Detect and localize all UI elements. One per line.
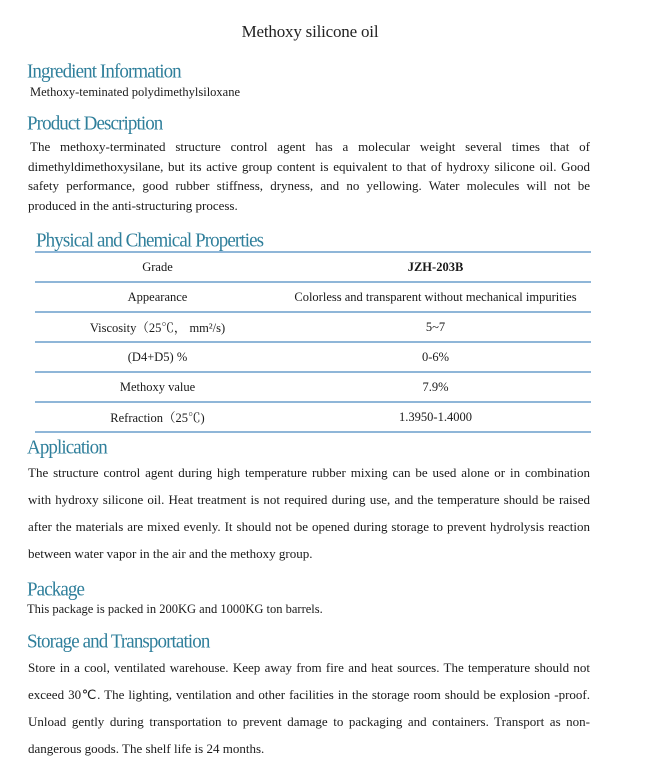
- table-row: [35, 342, 591, 372]
- property-value-d4d5: 0-6%: [280, 342, 591, 372]
- properties-heading: Physical and Chemical Properties: [36, 229, 264, 252]
- property-key-appearance: Appearance: [35, 282, 280, 312]
- ingredient-heading: Ingredient Information: [27, 60, 181, 83]
- package-heading: Package: [27, 578, 84, 601]
- property-value-methoxy: 7.9%: [280, 372, 591, 402]
- ingredient-text: Methoxy-teminated polydimethylsiloxane: [30, 85, 241, 99]
- property-value-appearance: Colorless and transparent without mechanical impurities: [280, 282, 591, 312]
- package-text: This package is packed in 200KG and 1000KG ton barrels.: [27, 602, 323, 616]
- document-title: Methoxy silicone oil: [241, 22, 379, 41]
- description-text: The methoxy-terminated structure control agent has a molecular weight several times that of dimethyldimethoxysilane, but its active group content is equivalent to that of hydroxy silicone oil. Good safety performance, good rubber stiffness, dryness, and no yellowing. Water molecules will not be produced in the anti-structuring process.: [28, 139, 590, 213]
- application-heading: Application: [27, 436, 107, 459]
- table-row: [35, 372, 591, 402]
- storage-heading: Storage and Transportation: [27, 630, 210, 653]
- table-row: [35, 252, 591, 282]
- property-key-viscosity: Viscosity（25℃， mm²/s): [35, 312, 280, 342]
- property-value-refraction: 1.3950-1.4000: [280, 402, 591, 432]
- properties-table: [35, 251, 591, 433]
- property-key-methoxy: Methoxy value: [35, 372, 280, 402]
- storage-text: Store in a cool, ventilated warehouse. Keep away from fire and heat sources. The temperature should not exceed 30℃. The lighting, ventilation and other facilities in the storage room should be explosion -proof. Unload gently during transportation to prevent damage to packaging and containers. Transport as non-dangerous goods. The shelf life is 24 months.: [28, 660, 590, 756]
- table-row: [35, 312, 591, 342]
- property-key-refraction: Refraction（25℃): [35, 402, 280, 432]
- application-text: The structure control agent during high temperature rubber mixing can be used alone or in combination with hydroxy silicone oil. Heat treatment is not required during use, and the temperature should be raised after the materials are mixed evenly. It should not be opened during storage to prevent hydrolysis reaction between water vapor in the air and the methoxy group.: [28, 465, 590, 561]
- property-value-grade: JZH-203B: [280, 252, 591, 282]
- description-heading: Product Description: [27, 112, 163, 135]
- property-key-grade: Grade: [35, 252, 280, 282]
- table-row: [35, 282, 591, 312]
- property-key-d4d5: (D4+D5) %: [35, 342, 280, 372]
- table-row: [35, 402, 591, 432]
- property-value-viscosity: 5~7: [280, 312, 591, 342]
